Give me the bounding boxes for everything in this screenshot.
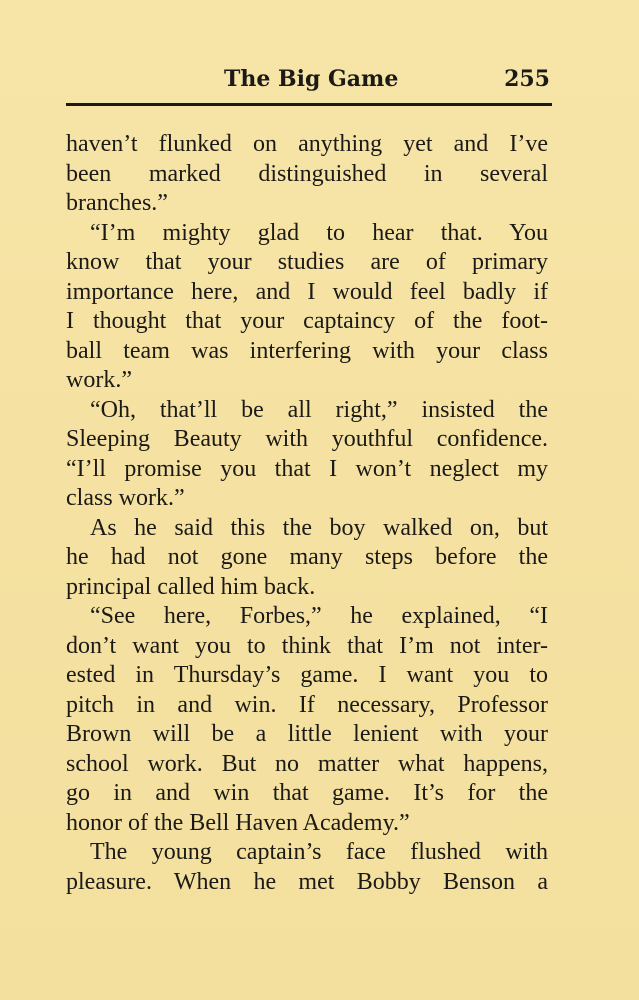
text-line: school work. But no matter what happens, bbox=[66, 750, 548, 777]
text-line: ball team was interfering with your class bbox=[66, 337, 548, 364]
text-line: The young captain’s face flushed with bbox=[90, 839, 548, 865]
text-line: branches.” bbox=[66, 190, 168, 216]
running-header bbox=[66, 62, 552, 98]
text-line: Brown will be a little lenient with your bbox=[66, 721, 548, 747]
running-title: The Big Game bbox=[224, 66, 399, 92]
text-line: work.” bbox=[66, 367, 132, 393]
text-line: pitch in and win. If necessary, Professor bbox=[66, 691, 548, 718]
text-line: “I’ll promise you that I won’t neglect my bbox=[66, 455, 548, 482]
text-line: ested in Thursday’s game. I want you to bbox=[66, 662, 548, 688]
text-line: “See here, Forbes,” he explained, “I bbox=[90, 603, 548, 629]
text-line: “I’m mighty glad to hear that. You bbox=[90, 219, 548, 246]
header-rule bbox=[66, 103, 552, 106]
text-line: don’t want you to think that I’m not inter- bbox=[66, 632, 548, 659]
text-line: class work.” bbox=[66, 485, 185, 511]
text-line: As he said this the boy walked on, but bbox=[90, 514, 548, 541]
text-line: importance here, and I would feel badly if bbox=[66, 278, 548, 305]
text-line: honor of the Bell Haven Academy.” bbox=[66, 809, 410, 836]
text-line: he had not gone many steps before the bbox=[66, 544, 548, 570]
text-line: principal called him back. bbox=[66, 573, 316, 600]
text-line: know that your studies are of primary bbox=[66, 249, 548, 275]
text-line: “Oh, that’ll be all right,” insisted the bbox=[90, 396, 548, 423]
body-text bbox=[66, 130, 548, 897]
page-number: 255 bbox=[504, 66, 550, 92]
text-line: Sleeping Beauty with youthful confidence. bbox=[66, 426, 548, 452]
text-line: go in and win that game. It’s for the bbox=[66, 780, 548, 806]
text-line: I thought that your captaincy of the foot- bbox=[66, 308, 548, 334]
text-line: pleasure. When he met Bobby Benson a bbox=[66, 868, 548, 895]
text-line: been marked distinguished in several bbox=[66, 160, 548, 187]
text-line: haven’t flunked on anything yet and I’ve bbox=[66, 131, 548, 157]
